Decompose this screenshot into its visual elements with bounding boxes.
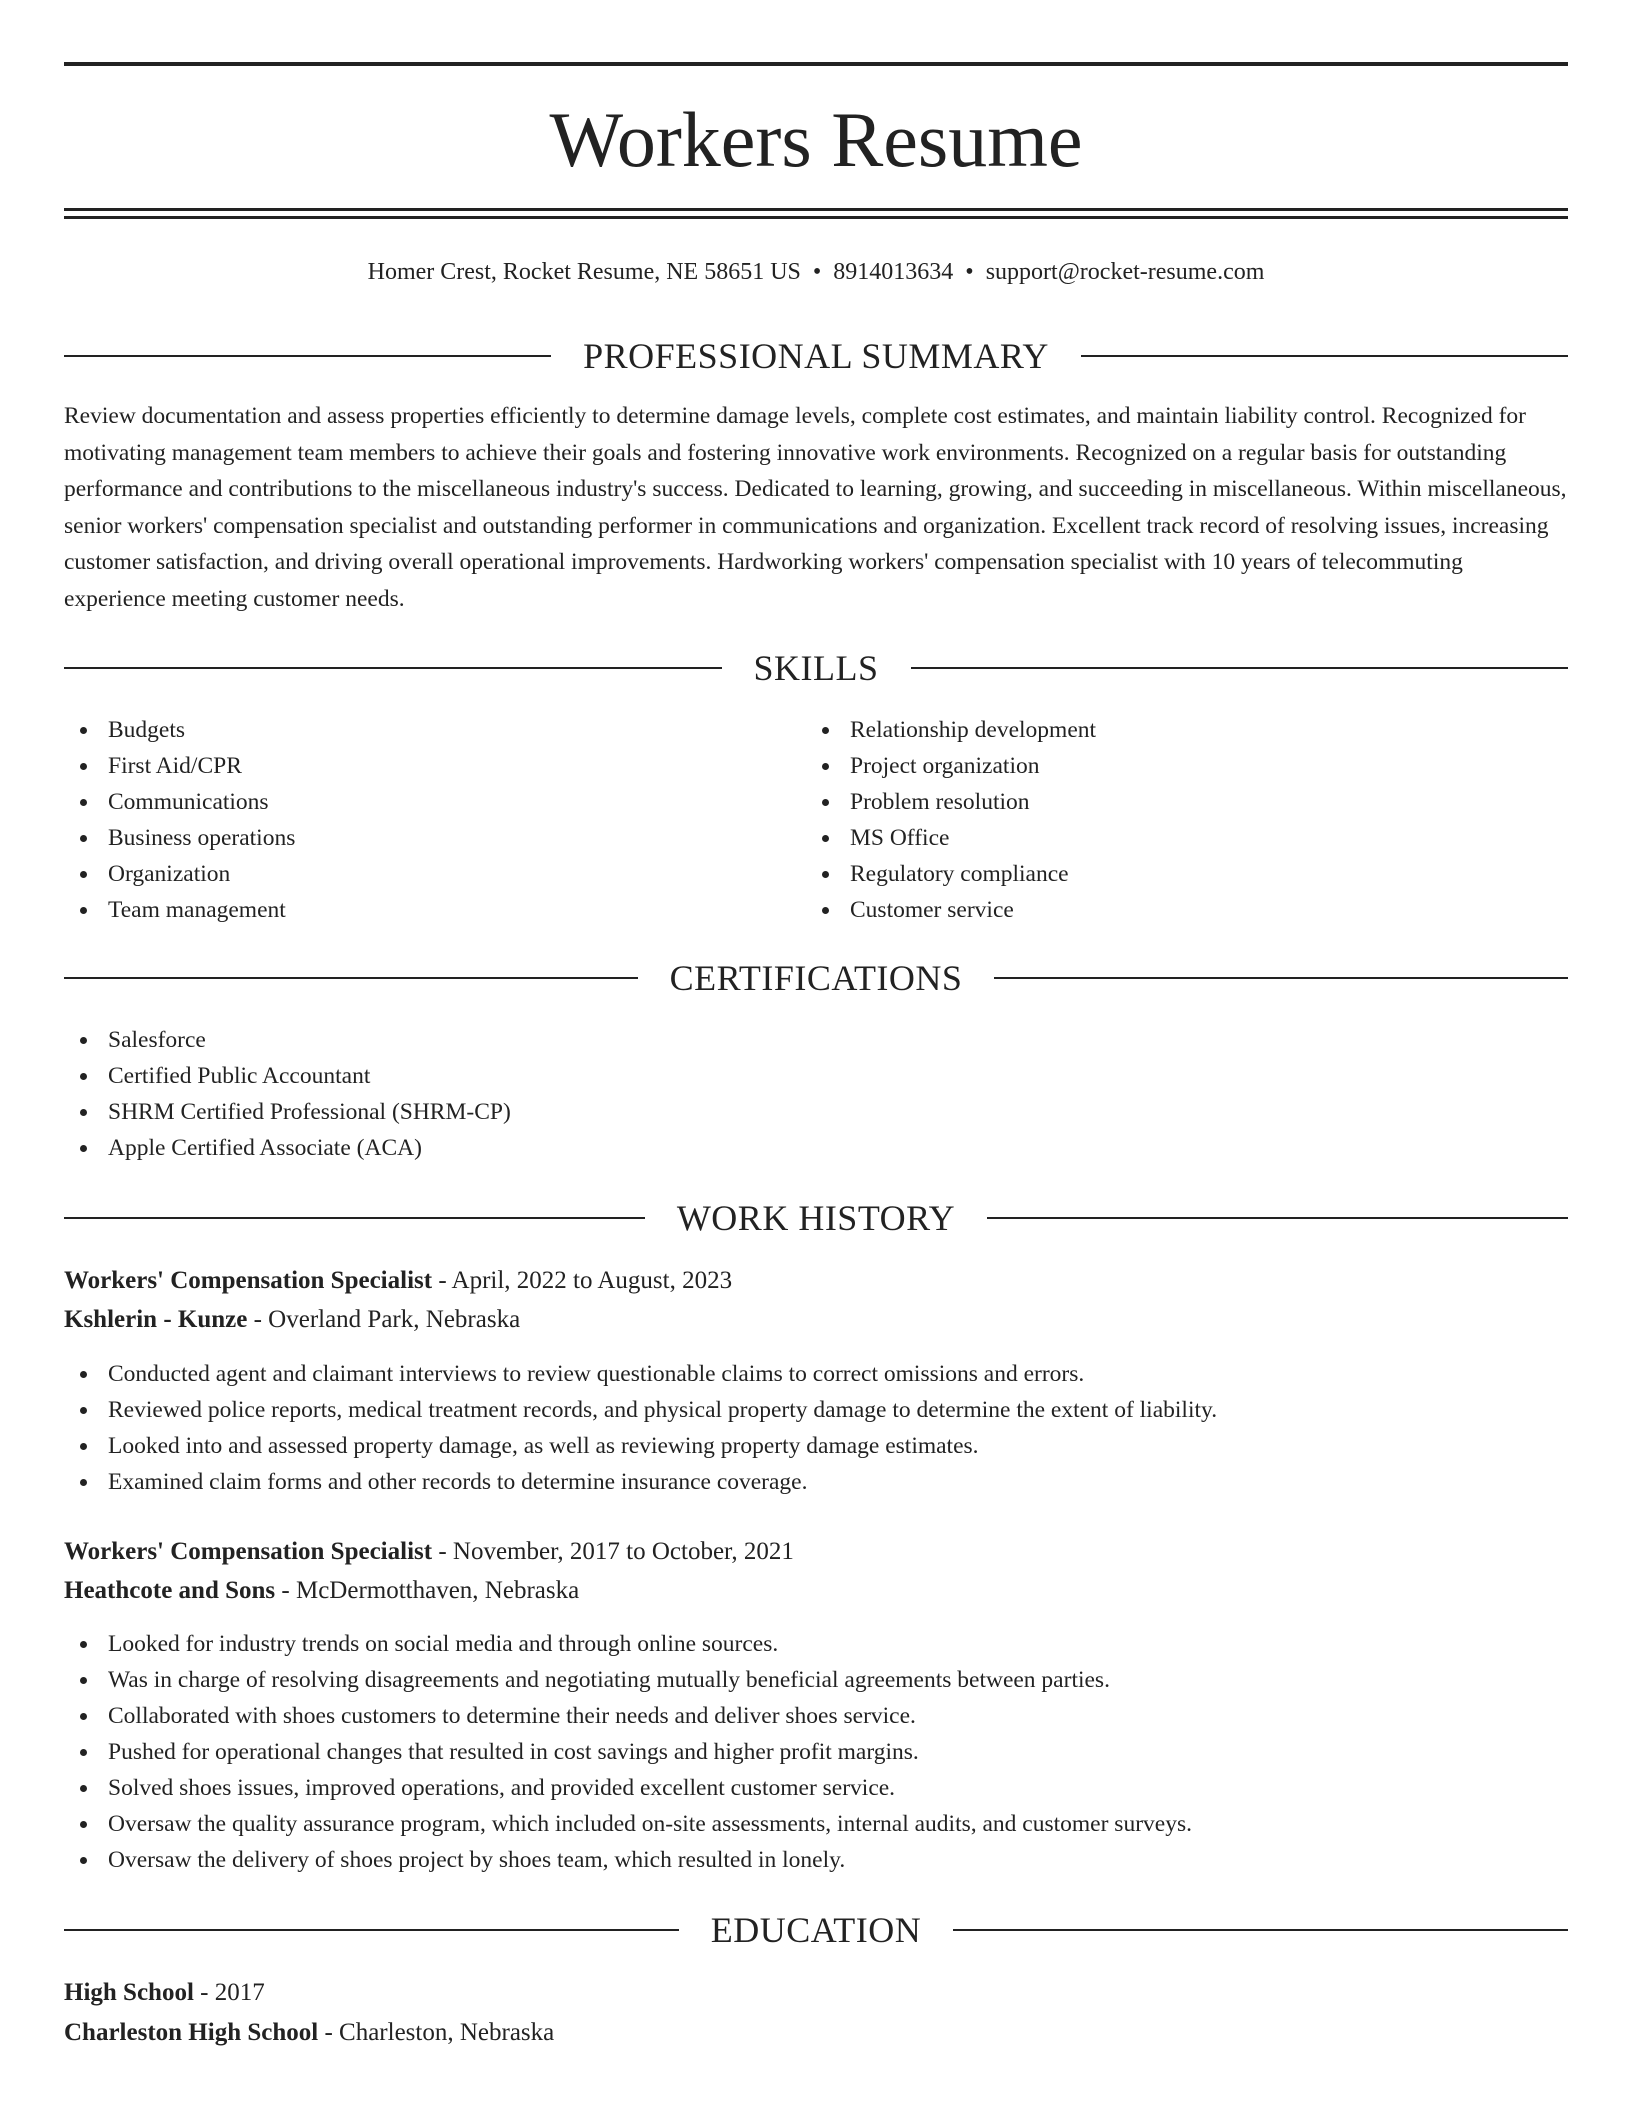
- job-bullet: Conducted agent and claimant interviews to review questionable claims to correct omissions and errors.: [64, 1356, 1217, 1392]
- skill-item: First Aid/CPR: [64, 748, 295, 784]
- summary-text: Review documentation and assess properties efficiently to determine damage levels, complete cost estimates, and maintain liability control. Recognized for motivating management team members to achieve their goals and fostering innovative work environments. Recognized on a regular basis for outstanding performance and contributions to the miscellaneous industry's success. Dedicated to learning, growing, and succeeding in miscellaneous. Within miscellaneous, senior workers' compensation specialist and outstanding performer in communications and organization. Excellent track record of resolving issues, increasing customer satisfaction, and driving overall operational improvements. Hardworking workers' compensation specialist with 10 years of telecommuting experience meeting customer needs.: [64, 403, 1567, 612]
- contact-email: support@rocket-resume.com: [985, 259, 1265, 285]
- job-company-line: [64, 1572, 579, 1610]
- skill-item: Organization: [64, 856, 295, 892]
- skill-item: Regulatory compliance: [806, 856, 1096, 892]
- job-bullet: Looked into and assessed property damage, as well as reviewing property damage estimates.: [64, 1428, 1217, 1464]
- job-title-line: [64, 1533, 794, 1571]
- certification-item: SHRM Certified Professional (SHRM-CP): [64, 1094, 511, 1130]
- job-location: - Overland Park, Nebraska: [247, 1306, 521, 1333]
- skill-item: MS Office: [806, 820, 1096, 856]
- job-bullets: [64, 1356, 1217, 1500]
- work-heading: [64, 1196, 1568, 1240]
- summary-heading: [64, 334, 1568, 378]
- job-title: Workers' Compensation Specialist: [64, 1538, 433, 1565]
- job-title-line: [64, 1262, 732, 1300]
- education-location: - Charleston, Nebraska: [318, 2019, 555, 2046]
- job-bullets: [64, 1626, 1192, 1878]
- certification-item: Apple Certified Associate (ACA): [64, 1130, 511, 1166]
- certifications-heading: [64, 956, 1568, 1000]
- certifications-heading-label: CERTIFICATIONS: [669, 958, 963, 998]
- education-year: - 2017: [193, 1979, 265, 2006]
- skill-item: Problem resolution: [806, 784, 1096, 820]
- job-bullet: Looked for industry trends on social media and through online sources.: [64, 1626, 1192, 1662]
- heading-rule-left: [64, 977, 638, 979]
- job-bullet: Was in charge of resolving disagreements and negotiating mutually beneficial agreements between parties.: [64, 1662, 1192, 1698]
- heading-rule-right: [1081, 355, 1568, 357]
- job-dates: - November, 2017 to October, 2021: [432, 1538, 794, 1565]
- contact-phone: 8914013634: [833, 259, 954, 285]
- job-bullet: Solved shoes issues, improved operations, and provided excellent customer service.: [64, 1770, 1192, 1806]
- job-company: Kshlerin - Kunze: [64, 1306, 248, 1333]
- education-school-line: [64, 2014, 554, 2052]
- heading-rule-left: [64, 355, 551, 357]
- heading-rule-right: [994, 977, 1568, 979]
- skills-heading-label: SKILLS: [753, 648, 879, 688]
- skill-item: Relationship development: [806, 712, 1096, 748]
- education-heading-label: EDUCATION: [710, 1910, 922, 1950]
- summary-heading-label: PROFESSIONAL SUMMARY: [583, 336, 1049, 376]
- job-bullet: Oversaw the quality assurance program, which included on-site assessments, internal audits, and customer surveys.: [64, 1806, 1192, 1842]
- heading-rule-right: [953, 1929, 1568, 1931]
- contact-separator: •: [812, 259, 822, 285]
- skills-heading: [64, 646, 1568, 690]
- job-bullet: Collaborated with shoes customers to determine their needs and deliver shoes service.: [64, 1698, 1192, 1734]
- job-company: Heathcote and Sons: [64, 1577, 276, 1604]
- job-title: Workers' Compensation Specialist: [64, 1267, 433, 1294]
- work-heading-label: WORK HISTORY: [676, 1198, 956, 1238]
- job-location: - McDermotthaven, Nebraska: [275, 1577, 580, 1604]
- contact-line: [64, 256, 1568, 288]
- skill-item: Project organization: [806, 748, 1096, 784]
- education-heading: [64, 1908, 1568, 1952]
- heading-rule-right: [987, 1217, 1568, 1219]
- job-bullet: Oversaw the delivery of shoes project by shoes team, which resulted in lonely.: [64, 1842, 1192, 1878]
- skill-item: Communications: [64, 784, 295, 820]
- resume-title: Workers Resume: [549, 96, 1083, 183]
- title-rule-upper: [64, 208, 1568, 211]
- heading-rule-left: [64, 1929, 679, 1931]
- contact-address: Homer Crest, Rocket Resume, NE 58651 US: [367, 259, 801, 285]
- job-bullet: Pushed for operational changes that resulted in cost savings and higher profit margins.: [64, 1734, 1192, 1770]
- skill-item: Customer service: [806, 892, 1096, 928]
- skill-item: Team management: [64, 892, 295, 928]
- title-rule-lower: [64, 216, 1568, 219]
- education-degree-line: [64, 1974, 265, 2012]
- education-school: Charleston High School: [64, 2019, 319, 2046]
- skills-list-right: [806, 712, 1096, 928]
- skill-item: Budgets: [64, 712, 295, 748]
- certification-item: Certified Public Accountant: [64, 1058, 511, 1094]
- skills-list-left: [64, 712, 295, 928]
- certifications-list: [64, 1022, 511, 1166]
- contact-separator: •: [965, 259, 974, 285]
- job-dates: - April, 2022 to August, 2023: [432, 1267, 733, 1294]
- job-bullet: Examined claim forms and other records to determine insurance coverage.: [64, 1464, 1217, 1500]
- heading-rule-left: [64, 667, 722, 669]
- skill-item: Business operations: [64, 820, 295, 856]
- heading-rule-right: [911, 667, 1569, 669]
- certification-item: Salesforce: [64, 1022, 511, 1058]
- education-degree: High School: [64, 1979, 194, 2006]
- job-company-line: [64, 1301, 520, 1339]
- heading-rule-left: [64, 1217, 645, 1219]
- job-bullet: Reviewed police reports, medical treatment records, and physical property damage to determine the extent of liability.: [64, 1392, 1217, 1428]
- top-rule: [64, 62, 1568, 66]
